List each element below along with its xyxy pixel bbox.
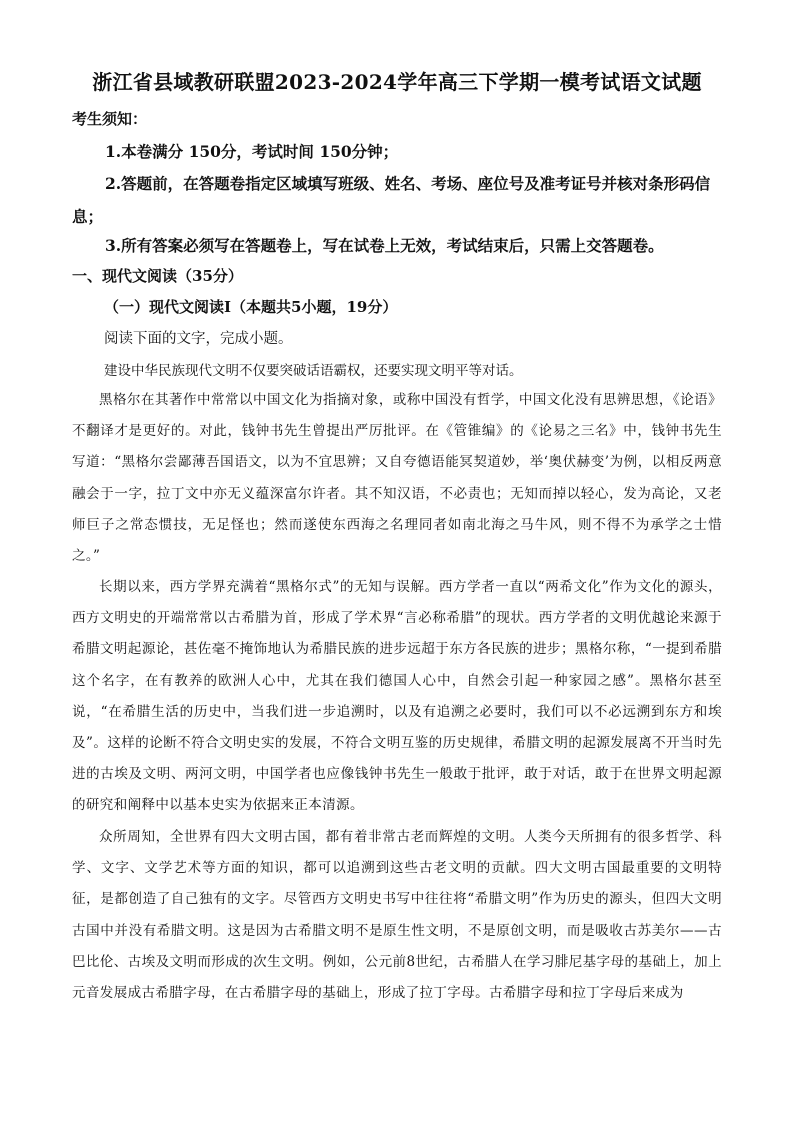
passage-lead: 建设中华民族现代文明不仅要突破话语霸权，还要实现文明平等对话。 xyxy=(104,363,523,379)
notice-item-1: 1.本卷满分 150分，考试时间 150分钟； xyxy=(105,142,399,161)
notice-heading: 考生须知： xyxy=(72,110,148,128)
passage-paragraph: 众所周知，全世界有四大文明古国，都有着非常古老而辉煌的文明。人类今天所拥有的很多哲学、科学、文字、文学艺术等方面的知识，都可以追溯到这些古老文明的贡献。四大文明古国最重要的文明特征，是都创造了自己独有的文字。尽管西方文明史书写中往往将“希腊文明”作为历史的源头，但四大文明古国中并没有希腊文明。这是因为古希腊文明不是原生性文明，不是原创文明，而是吸收古苏美尔——古巴比伦、古埃及文明而形成的次生文明。例如，公元前8世纪，古希腊人在学习腓尼基字母的基础上，加上元音发展成古希腊字母，在古希腊字母的基础上，形成了拉丁字母。古希腊字母和拉丁字母后来成为 xyxy=(72,829,722,1002)
reading-instruction: 阅读下面的文字，完成小题。 xyxy=(104,331,293,347)
passage-paragraph: 长期以来，西方学界充满着“黑格尔式”的无知与误解。西方学者一直以“两希文化”作为文化的源头，西方文明史的开端常常以古希腊为首，形成了学术界“言必称希腊”的现状。西方学者的文明优越论来源于希腊文明起源论，甚佐毫不掩饰地认为希腊民族的进步远超于东方各民族的进步；黑格尔称，“一提到希腊这个名字，在有教养的欧洲人心中，尤其在我们德国人心中，自然会引起一种家园之感”。黑格尔甚至说，“在希腊生活的历史中，当我们进一步追溯时，以及有追溯之必要时，我们可以不必远溯到东方和埃及”。这样的论断不符合文明史实的发展，不符合文明互鉴的历史规律，希腊文明的起源发展离不开当时先进的古埃及文明、两河文明，中国学者也应像钱钟书先生一般敢于批评，敢于对话，敢于在世界文明起源的研究和阐释中以基本史实为依据来正本清源。 xyxy=(72,579,722,814)
notice-item-2: 2.答题前，在答题卷指定区域填写班级、姓名、考场、座位号及准考证号并核对条形码信息； xyxy=(72,174,711,226)
section-heading: 一、现代文阅读（35分） xyxy=(72,267,243,285)
exam-title: 浙江省县域教研联盟2023-2024学年高三下学期一模考试语文试题 xyxy=(92,70,702,94)
subsection-heading: （一）现代文阅读Ⅰ（本题共5小题，19分） xyxy=(104,298,398,316)
notice-item-3: 3.所有答案必须写在答题卷上，写在试卷上无效，考试结束后，只需上交答题卷。 xyxy=(105,236,664,255)
passage-paragraph: 黑格尔在其著作中常常以中国文化为指摘对象，或称中国没有哲学，中国文化没有思辨思想，《论语》不翻译才是更好的。对此，钱钟书先生曾提出严厉批评。在《管锥编》的《论易之三名》中，钱钟书先生写道：“黑格尔尝鄙薄吾国语文，以为不宜思辨；又自夸德语能冥契道妙，举‘奥伏赫变’为例，以相反两意融会于一字，拉丁文中亦无义蕴深富尔许者。其不知汉语，不必责也；无知而掉以轻心，发为高论，又老师巨子之常态惯技，无足怪也；然而遂使东西海之名理同者如南北海之马牛风，则不得不为承学之士惜之。” xyxy=(72,392,722,565)
